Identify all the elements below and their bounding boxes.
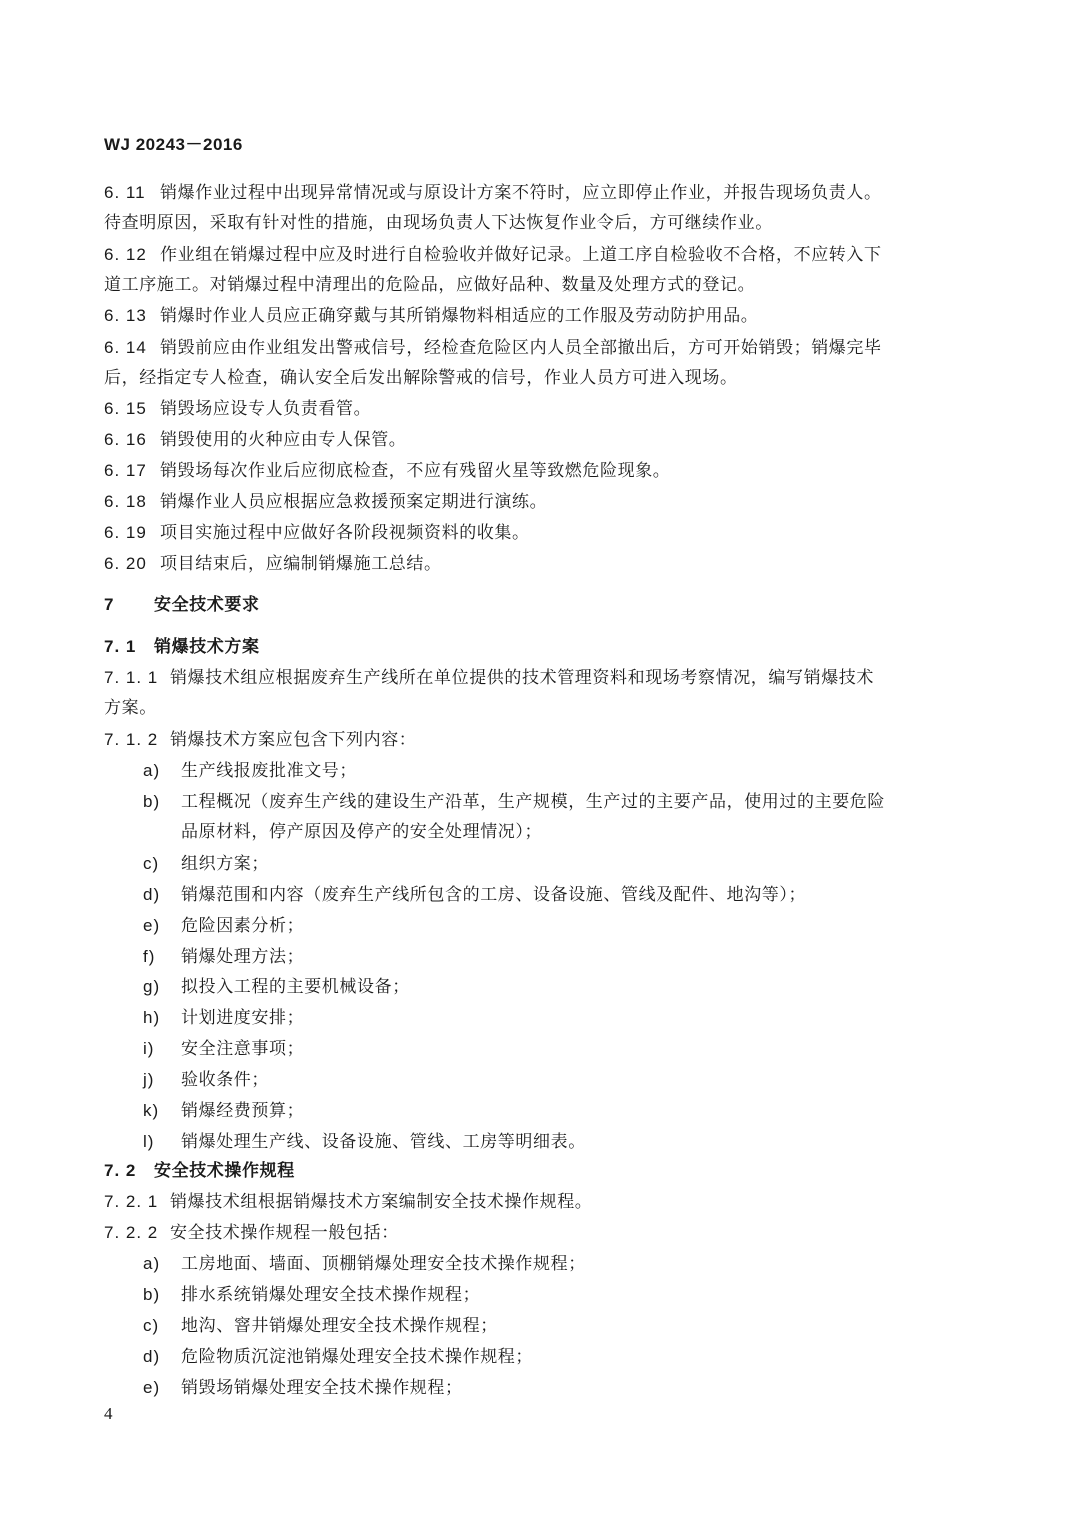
clause-line [104, 1191, 592, 1213]
list-marker: e) [143, 916, 161, 935]
clause-text: 销毁前应由作业组发出警戒信号，经检查危险区内人员全部撤出后，方可开始销毁；销爆完毕 [160, 338, 882, 358]
clause-line [104, 667, 874, 689]
list-marker: l) [143, 1132, 155, 1151]
clause-text: 危险物质沉淀池销爆处理安全技术操作规程； [181, 1347, 533, 1367]
clause-text: 工程概况（废弃生产线的建设生产沿革，生产规模，生产过的主要产品，使用过的主要危险 [181, 792, 885, 812]
list-marker: d) [143, 1347, 161, 1366]
clause-number: 6. 11 [104, 183, 146, 202]
list-item [143, 1069, 269, 1091]
clause-text: 安全技术要求 [154, 595, 260, 615]
clause-text: 销爆时作业人员应正确穿戴与其所销爆物料相适应的工作服及劳动防护用品。 [160, 306, 759, 326]
clause-text: 作业组在销爆过程中应及时进行自检验收并做好记录。上道工序自检验收不合格，不应转入下 [160, 245, 882, 265]
clause-line [181, 821, 542, 843]
document-code-header: WJ 20243－2016 [104, 135, 243, 154]
clause-line [104, 460, 670, 482]
list-marker: a) [143, 761, 161, 780]
list-item [143, 1131, 586, 1153]
clause-text: 地沟、窨井销爆处理安全技术操作规程； [181, 1316, 498, 1336]
clause-text: 危险因素分析； [181, 916, 305, 936]
clause-number: 7. 2. 1 [104, 1192, 159, 1211]
clause-text: 销爆作业人员应根据应急救援预案定期进行演练。 [160, 492, 548, 512]
clause-line [104, 553, 442, 575]
list-item [143, 1253, 586, 1275]
clause-number: 6. 14 [104, 338, 147, 357]
clause-text: 项目实施过程中应做好各阶段视频资料的收集。 [160, 523, 530, 543]
clause-number: 7. 2. 2 [104, 1223, 159, 1242]
clause-text: 道工序施工。对销爆过程中清理出的危险品，应做好品种、数量及处理方式的登记。 [104, 275, 756, 295]
clause-line [104, 212, 773, 234]
list-item [143, 1100, 304, 1122]
clause-text: 销爆技术方案应包含下列内容： [170, 730, 417, 750]
list-item [143, 1315, 498, 1337]
clause-line [104, 1222, 399, 1244]
clause-number: 6. 19 [104, 523, 147, 542]
clause-number: 6. 13 [104, 306, 147, 325]
clause-line [104, 244, 882, 266]
list-item [143, 884, 806, 906]
clause-text: 销毁场应设专人负责看管。 [160, 399, 372, 419]
clause-number: 6. 15 [104, 399, 147, 418]
clause-text: 方案。 [104, 698, 157, 718]
clause-line [104, 305, 758, 327]
clause-line [104, 429, 406, 451]
list-marker: g) [143, 977, 161, 996]
clause-line [104, 367, 738, 389]
clause-text: 销爆经费预算； [181, 1101, 305, 1121]
list-marker: a) [143, 1254, 161, 1273]
clause-text: 销爆处理方法； [181, 947, 305, 967]
clause-text: 待查明原因，采取有针对性的措施，由现场负责人下达恢复作业令后，方可继续作业。 [104, 213, 773, 233]
list-item [143, 1377, 463, 1399]
clause-line [104, 697, 157, 719]
clause-text: 工房地面、墙面、顶棚销爆处理安全技术操作规程； [181, 1254, 586, 1274]
clause-text: 销爆技术组根据销爆技术方案编制安全技术操作规程。 [170, 1192, 593, 1212]
clause-text: 安全技术操作规程一般包括： [170, 1223, 399, 1243]
clause-number: 6. 17 [104, 461, 147, 480]
clause-line [104, 729, 416, 751]
list-marker: f) [143, 947, 156, 966]
clause-text: 组织方案； [181, 854, 269, 874]
clause-text: 计划进度安排； [181, 1008, 305, 1028]
clause-number: 6. 20 [104, 554, 147, 573]
clause-text: 排水系统销爆处理安全技术操作规程； [181, 1285, 481, 1305]
list-marker: i) [143, 1039, 155, 1058]
list-item [143, 760, 357, 782]
list-item [143, 853, 269, 875]
list-marker: j) [143, 1070, 155, 1089]
list-marker: c) [143, 1316, 160, 1335]
clause-number: 7. 1. 2 [104, 730, 159, 749]
clause-line [104, 398, 371, 420]
clause-number: 7. 1. 1 [104, 668, 159, 687]
list-marker: c) [143, 854, 160, 873]
clause-text: 销毁场销爆处理安全技术操作规程； [181, 1378, 463, 1398]
clause-text: 后，经指定专人检查，确认安全后发出解除警戒的信号，作业人员方可进入现场。 [104, 368, 738, 388]
list-item [143, 915, 304, 937]
section-heading [104, 594, 260, 616]
list-item [143, 1284, 480, 1306]
list-marker: b) [143, 792, 161, 811]
page-number: 4 [104, 1404, 113, 1423]
clause-text: 验收条件； [181, 1070, 269, 1090]
clause-text: 销爆处理生产线、设备设施、管线、工房等明细表。 [181, 1132, 586, 1152]
clause-number: 7 [104, 595, 115, 614]
clause-line [104, 274, 755, 296]
list-marker: e) [143, 1378, 161, 1397]
clause-text: 安全技术操作规程 [154, 1161, 295, 1181]
clause-text: 销毁使用的火种应由专人保管。 [160, 430, 407, 450]
clause-line [104, 182, 882, 204]
list-item [143, 1346, 533, 1368]
list-item [143, 791, 885, 813]
clause-number: 7. 1 [104, 637, 137, 656]
clause-line [104, 337, 882, 359]
clause-text: 项目结束后，应编制销爆施工总结。 [160, 554, 442, 574]
clause-text: 生产线报废批准文号； [181, 761, 357, 781]
clause-text: 安全注意事项； [181, 1039, 305, 1059]
list-marker: d) [143, 885, 161, 904]
clause-text: 销爆技术方案 [154, 637, 260, 657]
clause-number: 6. 18 [104, 492, 147, 511]
clause-text: 品原材料，停产原因及停产的安全处理情况）； [181, 822, 543, 842]
clause-number: 7. 2 [104, 1161, 137, 1180]
clause-number: 6. 12 [104, 245, 147, 264]
list-item [143, 1038, 304, 1060]
list-item [143, 1007, 304, 1029]
section-heading [104, 1160, 295, 1182]
section-heading [104, 636, 260, 658]
clause-text: 拟投入工程的主要机械设备； [181, 977, 410, 997]
clause-text: 销毁场每次作业后应彻底检查，不应有残留火星等致燃危险现象。 [160, 461, 671, 481]
list-marker: h) [143, 1008, 161, 1027]
list-marker: b) [143, 1285, 161, 1304]
clause-text: 销爆作业过程中出现异常情况或与原设计方案不符时，应立即停止作业，并报告现场负责人。 [160, 183, 882, 203]
clause-line [104, 522, 530, 544]
clause-text: 销爆技术组应根据废弃生产线所在单位提供的技术管理资料和现场考察情况，编写销爆技术 [170, 668, 874, 688]
list-item [143, 946, 304, 968]
clause-line [104, 491, 547, 513]
clause-text: 销爆范围和内容（废弃生产线所包含的工房、设备设施、管线及配件、地沟等）； [181, 885, 807, 905]
list-marker: k) [143, 1101, 160, 1120]
list-item [143, 976, 410, 998]
clause-number: 6. 16 [104, 430, 147, 449]
